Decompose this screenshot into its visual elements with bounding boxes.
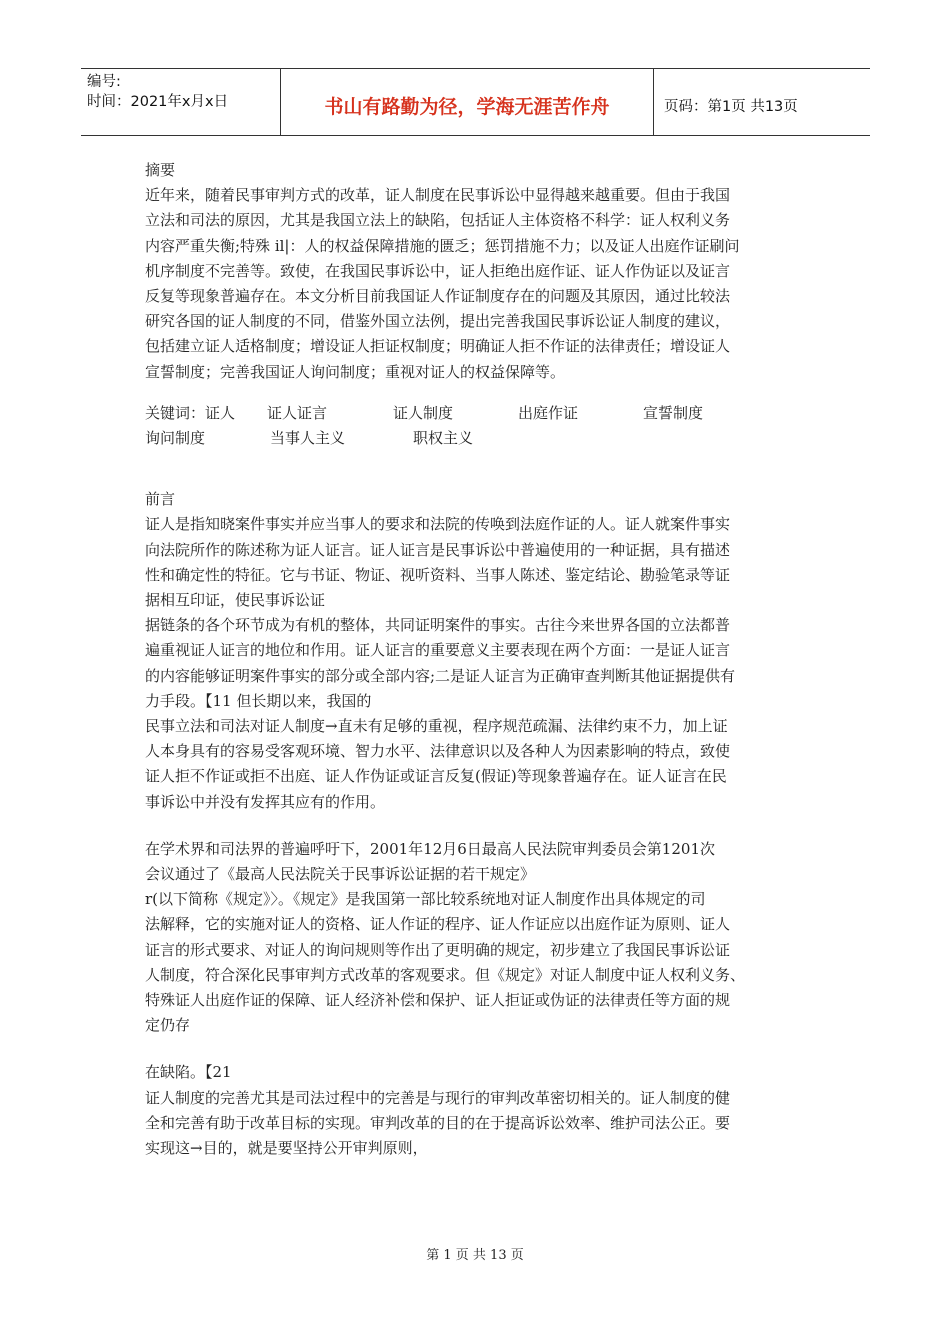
abstract-line: 机序制度不完善等。致使，在我国民事诉讼中，证人拒绝出庭作证、证人作伪证以及证言: [145, 261, 731, 280]
preface-line: 证言的形式要求、对证人的询问规则等作出了更明确的规定，初步建立了我国民事诉讼证: [145, 940, 731, 959]
preface-line: 据链条的各个环节成为有机的整体，共同证明案件的事实。古往今来世界各国的立法都普: [145, 616, 731, 635]
keyword: 宣誓制度: [643, 403, 704, 422]
preface-line: 法解释，它的实施对证人的资格、证人作证的程序、证人作证应以出庭作证为原则、证人: [145, 915, 731, 934]
abstract-line: 包括建立证人适格制度；增设证人拒证权制度；明确证人拒不作证的法律责任；增设证人: [145, 337, 731, 356]
page-footer: [0, 1244, 950, 1263]
preface-paragraph-2: [145, 837, 815, 1039]
preface-line: 实现这→目的，就是要坚持公开审判原则，: [145, 1139, 428, 1158]
preface-line: 的内容能够证明案件事实的部分或全部内容;二是证人证言为正确审查判断其他证据提供有: [145, 666, 736, 685]
abstract-line: 立法和司法的原因，尤其是我国立法上的缺陷，包括证人主体资格不科学：证人权利义务: [145, 211, 731, 230]
keyword: 当事人主义: [270, 429, 346, 448]
preface-line: 人制度，符合深化民事审判方式改革的客观要求。但《规定》对证人制度中证人权利义务、: [145, 965, 746, 984]
keyword: 出庭作证: [518, 403, 579, 422]
motto-text: 书山有路勤为径，学海无涯苦作舟: [324, 95, 610, 118]
document-header: [81, 68, 870, 136]
preface-line: 在缺陷。【21: [145, 1063, 232, 1082]
abstract-line: 近年来，随着民事审判方式的改革，证人制度在民事诉讼中显得越来越重要。但由于我国: [145, 186, 731, 205]
preface-heading: 前言: [145, 490, 176, 509]
abstract-line: 内容严重失衡;特殊 il|：人的权益保障措施的匮乏；惩罚措施不力；以及证人出庭作证刷问: [145, 236, 740, 255]
preface-line: 事诉讼中并没有发挥其应有的作用。: [145, 792, 386, 811]
abstract-text: [145, 183, 815, 385]
keyword: 证人证言: [267, 403, 328, 422]
preface-line: 据相互印证，使民事诉讼证: [145, 591, 326, 610]
abstract-heading: 摘要: [145, 161, 176, 179]
header-meta-cell: [81, 69, 281, 135]
preface-line: r(以下简称《规定》〉。《规定》是我国第一部比较系统地对证人制度作出具体规定的司: [145, 890, 706, 909]
footer-page-number: 第 1 页 共 13 页: [426, 1248, 524, 1263]
keyword: 证人制度: [393, 403, 454, 422]
abstract-line: 反复等现象普遍存在。本文分析目前我国证人作证制度存在的问题及其原因，通过比较法: [145, 287, 731, 306]
document-body: [145, 158, 815, 1161]
time-label: 时间：2021年x月x日: [87, 94, 229, 110]
preface-line: 在学术界和司法界的普遍呼吁下，2001年12月6日最高人民法院审判委员会第1201次: [145, 839, 715, 858]
preface-line: 向法院所作的陈述称为证人证言。证人证言是民事诉讼中普遍使用的一种证据，具有描述: [145, 540, 731, 559]
preface-line: 特殊证人出庭作证的保障、证人经济补偿和保护、证人拒证或伪证的法律责任等方面的规: [145, 991, 731, 1010]
abstract-line: 研究各国的证人制度的不同，借鉴外国立法例，提出完善我国民事诉讼证人制度的建议，: [145, 312, 731, 331]
preface-line: 证人拒不作证或拒不出庭、证人作伪证或证言反复(假证)等现象普遍存在。证人证言在民: [145, 767, 727, 786]
preface-line: 全和完善有助于改革目标的实现。审判改革的目的在于提高诉讼效率、维护司法公正。要: [145, 1113, 731, 1132]
keywords-block: [145, 401, 815, 451]
keyword: 询问制度: [145, 429, 206, 448]
keyword: 证人: [205, 403, 236, 422]
preface-paragraph-1: [145, 512, 815, 814]
preface-line: 性和确定性的特征。它与书证、物证、视听资料、当事人陈述、鉴定结论、勘验笔录等证: [145, 565, 731, 584]
preface-line: 遍重视证人证言的地位和作用。证人证言的重要意义主要表现在两个方面：一是证人证言: [145, 641, 731, 660]
header-motto-cell: [281, 69, 654, 135]
preface-line: 力手段。【11 但长期以来，我国的: [145, 691, 372, 710]
preface-line: 证人制度的完善尤其是司法过程中的完善是与现行的审判改革密切相关的。证人制度的健: [145, 1088, 731, 1107]
preface-line: 民事立法和司法对证人制度→直未有足够的重视，程序规范疏漏、法律约束不力，加上证: [145, 717, 728, 736]
page-info: 页码：第1页 共13页: [664, 98, 798, 115]
preface-line: 会议通过了《最高人民法院关于民事诉讼证据的若干规定》: [145, 865, 536, 884]
keyword: 职权主义: [413, 429, 474, 448]
abstract-line: 宣誓制度；完善我国证人询问制度；重视对证人的权益保障等。: [145, 362, 566, 381]
number-label: 编号:: [87, 74, 121, 90]
preface-line: 人本身具有的容易受客观环境、智力水平、法律意识以及各种人为因素影响的特点，致使: [145, 742, 731, 761]
keywords-label: 关键词：: [145, 403, 206, 422]
header-page-cell: [654, 69, 870, 135]
preface-line: 定仍存: [145, 1016, 191, 1035]
preface-paragraph-3: [145, 1060, 815, 1161]
preface-line: 证人是指知晓案件事实并应当事人的要求和法院的传唤到法庭作证的人。证人就案件事实: [145, 515, 731, 534]
